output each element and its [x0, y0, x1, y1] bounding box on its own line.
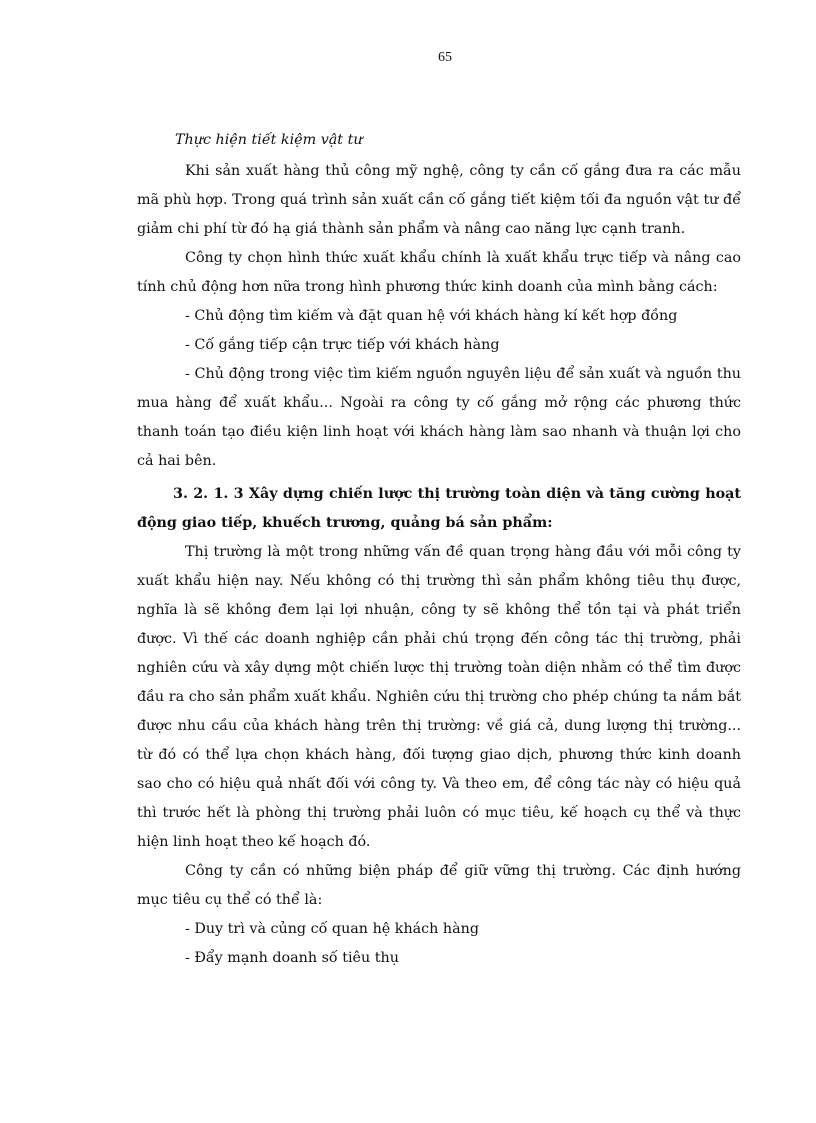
- bullet-item: - Đẩy mạnh doanh số tiêu thụ: [185, 950, 399, 966]
- bullet-item: - Duy trì và củng cố quan hệ khách hàng: [185, 921, 480, 937]
- paragraph-5: Công ty cần có những biện pháp để giữ vững thị trường. Các định hướng mục tiêu cụ thể có thể là:: [137, 863, 741, 908]
- paragraph-1: Khi sản xuất hàng thủ công mỹ nghệ, công ty cần cố gắng đưa ra các mẫu mã phù hợp. Trong quá trình sản xuất cần cố gắng tiết kiệm tối đa nguồn vật tư để giảm chi phí từ đó hạ giá thành sản phẩm và nâng cao năng lực cạnh tranh.: [137, 163, 741, 237]
- page-number: 65: [438, 50, 452, 65]
- paragraph-3: - Chủ động trong việc tìm kiếm nguồn nguyên liệu để sản xuất và nguồn thu mua hàng để xuất khẩu... Ngoài ra công ty cố gắng mở rộng các phương thức thanh toán tạo điều kiện linh hoạt với khách hàng làm sao nhanh và thuận lợi cho cả hai bên.: [137, 366, 741, 469]
- paragraph-4: Thị trường là một trong những vấn đề quan trọng hàng đầu với mỗi công ty xuất khẩu hiện nay. Nếu không có thị trường thì sản phẩm không tiêu thụ được, nghĩa là sẽ không đem lại lợi nhuận, công ty sẽ không thể tồn tại và phát triển được. Vì thế các doanh nghiệp cần phải chú trọng đến công tác thị trường, phải nghiên cứu và xây dựng một chiến lược thị trường toàn diện nhằm có thể tìm được đầu ra cho sản phẩm xuất khẩu. Nghiên cứu thị trường cho phép chúng ta nắm bắt được nhu cầu của khách hàng trên thị trường: về giá cả, dung lượng thị trường... từ đó có thể lựa chọn khách hàng, đối tượng giao dịch, phương thức kinh doanh sao cho có hiệu quả nhất đối với công ty. Và theo em, để công tác này có hiệu quả thì trước hết là phòng thị trường phải luôn có mục tiêu, kế hoạch cụ thể và thực hiện linh hoạt theo kế hoạch đó.: [137, 544, 741, 850]
- section-heading: 3. 2. 1. 3 Xây dựng chiến lược thị trường toàn diện và tăng cường hoạt động giao tiếp, khuếch trương, quảng bá sản phẩm:: [137, 486, 741, 531]
- paragraph-2: Công ty chọn hình thức xuất khẩu chính là xuất khẩu trực tiếp và nâng cao tính chủ động hơn nữa trong hình phương thức kinh doanh của mình bằng cách:: [137, 250, 741, 295]
- subheading: Thực hiện tiết kiệm vật tư: [175, 132, 363, 148]
- bullet-item: - Chủ động tìm kiếm và đặt quan hệ với khách hàng kí kết hợp đồng: [185, 308, 678, 324]
- bullet-item: - Cố gắng tiếp cận trực tiếp với khách hàng: [185, 337, 500, 353]
- document-body: [137, 126, 741, 973]
